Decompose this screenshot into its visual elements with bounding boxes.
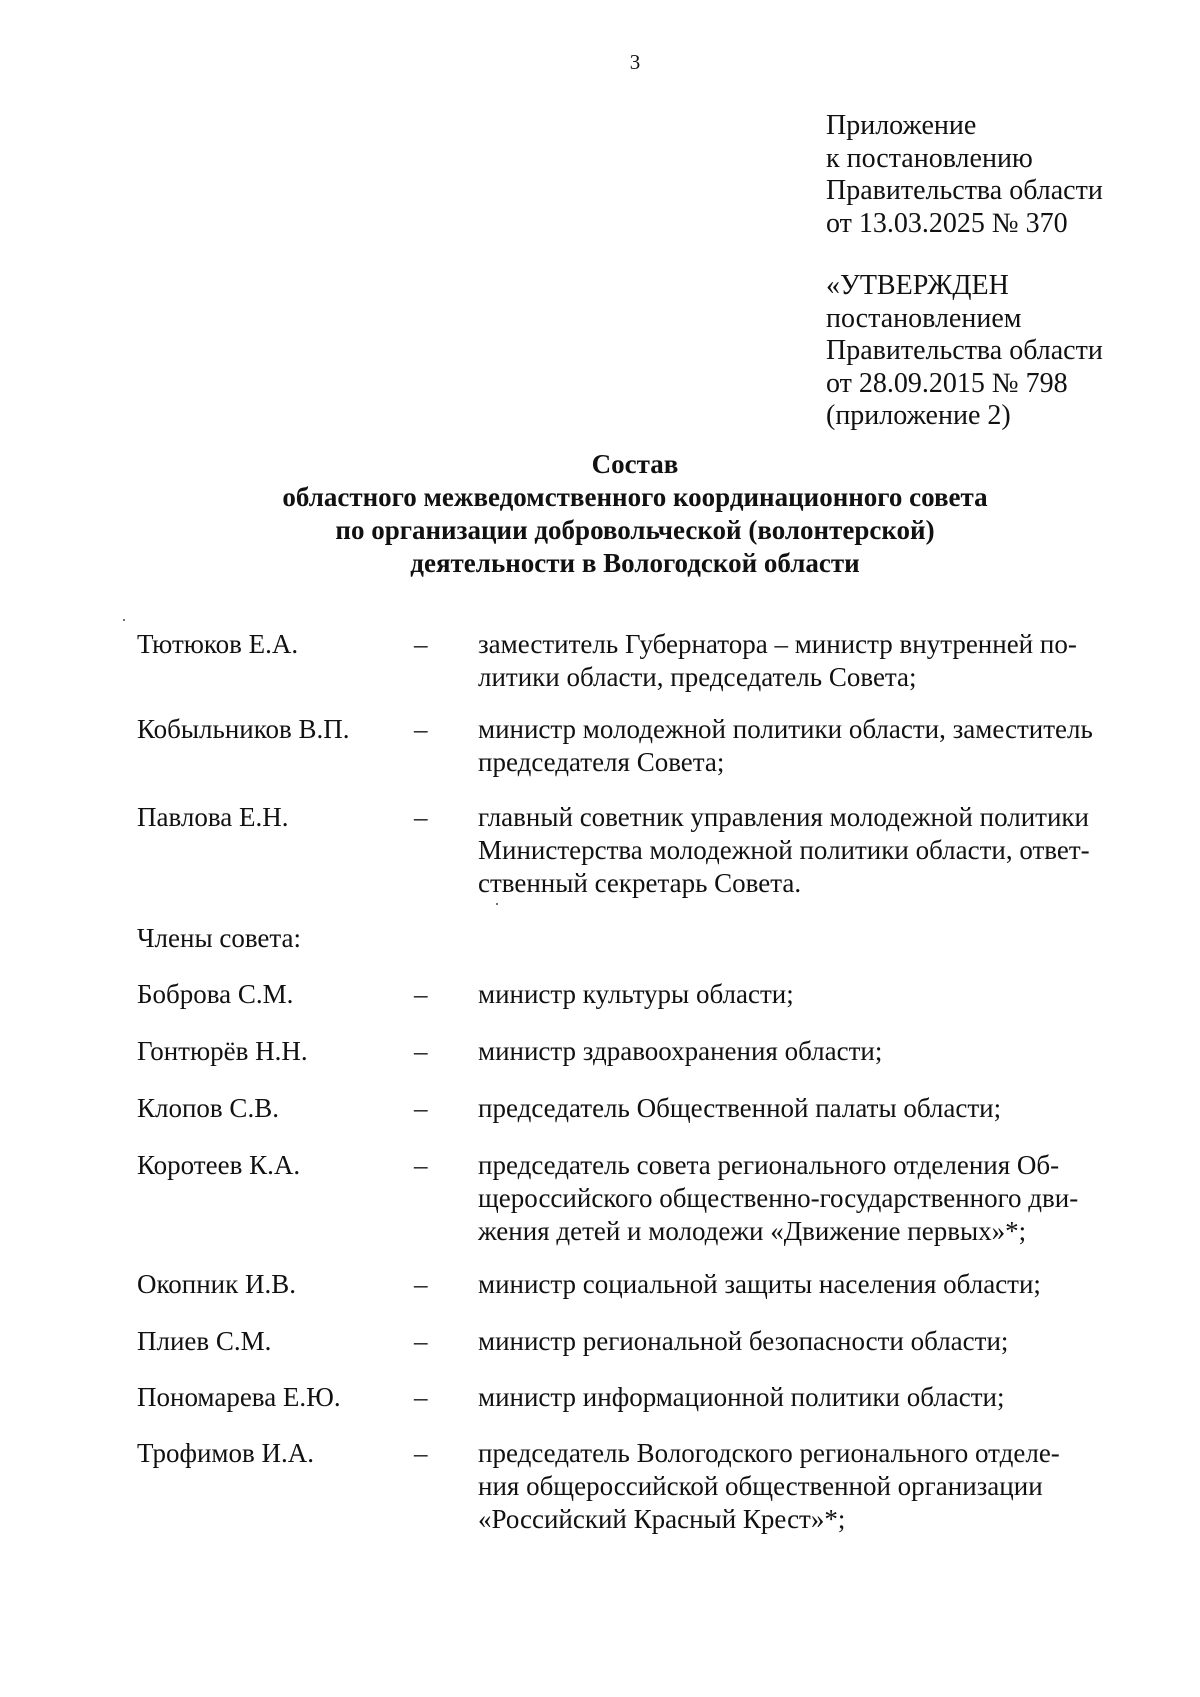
role-line: Министерства молодежной политики области, ответ- (478, 835, 1090, 865)
approved-line: постановлением (826, 302, 1022, 334)
dash-separator: – (414, 802, 428, 832)
role-line: ственный секретарь Совета. (478, 868, 802, 898)
dash-separator: – (414, 1269, 428, 1299)
approved-line: от 28.09.2015 № 798 (826, 367, 1068, 399)
approved-line: «УТВЕРЖДЕН (826, 270, 1009, 301)
title-line: Состав (591, 449, 679, 479)
role-line: щероссийского общественно-государственного дви- (478, 1183, 1079, 1213)
member-name: Плиев С.М. (137, 1326, 272, 1356)
title-line: областного межведомственного координационного совета (282, 482, 988, 512)
role-line: литики области, председатель Совета; (478, 662, 917, 692)
dash-separator: – (414, 1382, 428, 1412)
dash-separator: – (414, 1093, 428, 1123)
member-role (478, 628, 1133, 694)
approved-block (826, 270, 1103, 433)
dash-separator: – (414, 1326, 428, 1356)
member-role (478, 1437, 1133, 1536)
dash-separator: – (414, 714, 428, 744)
role-line: заместитель Губернатора – министр внутренней по- (478, 629, 1077, 659)
member-name: Пономарева Е.Ю. (137, 1382, 341, 1412)
role-line: председателя Совета; (478, 747, 725, 777)
annex-block (826, 110, 1103, 240)
role-line: министр региональной безопасности области; (478, 1326, 1009, 1356)
scan-speck (496, 903, 498, 905)
role-line: председатель Вологодского регионального отделе- (478, 1438, 1060, 1468)
member-name: Коротеев К.А. (137, 1150, 301, 1180)
role-line: министр информационной политики области; (478, 1382, 1005, 1412)
annex-line: Приложение (826, 110, 977, 141)
page-number: 3 (629, 50, 641, 74)
member-name: Трофимов И.А. (137, 1438, 314, 1468)
member-role (478, 1268, 1133, 1301)
annex-line: к постановлению (826, 142, 1033, 174)
role-line: ния общероссийской общественной организации (478, 1471, 1043, 1501)
members-section-label: Члены совета: (137, 923, 302, 953)
dash-separator: – (414, 979, 428, 1009)
member-name: Кобыльников В.П. (137, 714, 350, 744)
member-role (478, 801, 1133, 900)
member-name: Клопов С.В. (137, 1093, 279, 1123)
title-line: деятельности в Вологодской области (410, 548, 860, 578)
member-role (478, 1092, 1133, 1125)
role-line: министр молодежной политики области, заместитель (478, 714, 1093, 744)
member-role (478, 713, 1133, 779)
dash-separator: – (414, 1150, 428, 1180)
member-name: Боброва С.М. (137, 979, 294, 1009)
member-role (478, 978, 1133, 1011)
role-line: министр социальной защиты населения области; (478, 1269, 1041, 1299)
member-name: Гонтюрёв Н.Н. (137, 1036, 308, 1066)
title-line: по организации добровольческой (волонтерской) (335, 515, 935, 545)
dash-separator: – (414, 629, 428, 659)
role-line: председатель Общественной палаты области; (478, 1093, 1002, 1123)
role-line: министр культуры области; (478, 979, 794, 1009)
annex-line: от 13.03.2025 № 370 (826, 207, 1068, 239)
member-name: Окопник И.В. (137, 1269, 296, 1299)
member-name: Павлова Е.Н. (137, 802, 289, 832)
dash-separator: – (414, 1438, 428, 1468)
approved-line: (приложение 2) (826, 400, 1011, 431)
document-title (0, 448, 1200, 580)
annex-line: Правительства области (826, 175, 1103, 206)
role-line: министр здравоохранения области; (478, 1036, 883, 1066)
scan-speck (123, 619, 125, 621)
approved-line: Правительства области (826, 335, 1103, 366)
member-role (478, 1149, 1133, 1248)
member-role (478, 1325, 1133, 1358)
role-line: жения детей и молодежи «Движение первых»*; (478, 1216, 1027, 1246)
role-line: «Российский Красный Крест»*; (478, 1504, 846, 1534)
role-line: главный советник управления молодежной политики (478, 802, 1089, 832)
member-role (478, 1035, 1133, 1068)
member-name: Тютюков Е.А. (137, 629, 299, 659)
dash-separator: – (414, 1036, 428, 1066)
member-role (478, 1381, 1133, 1414)
role-line: председатель совета регионального отделения Об- (478, 1150, 1060, 1180)
